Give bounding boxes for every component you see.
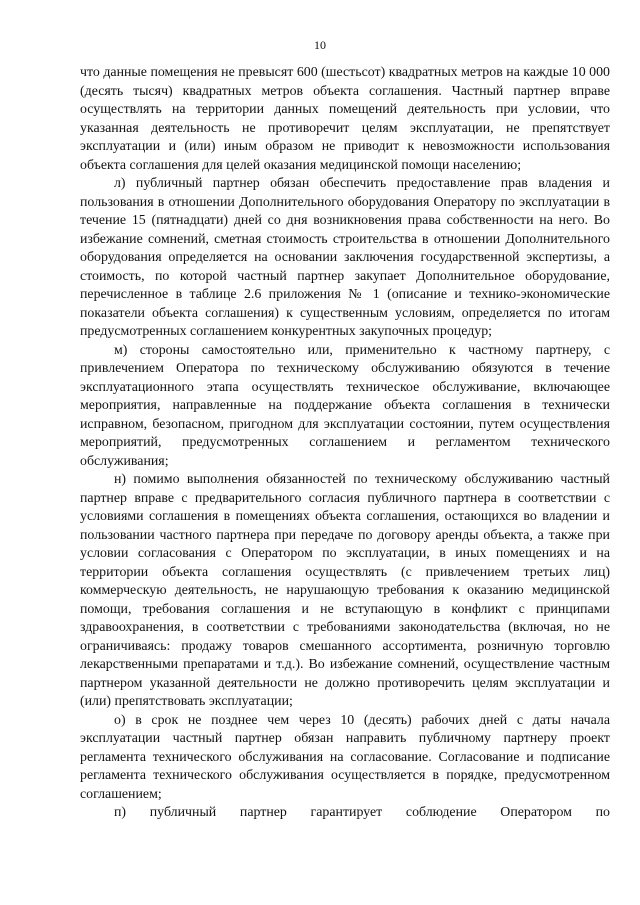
paragraph-continuation: что данные помещения не превысят 600 (шестьсот) квадратных метров на каждые 10 000 (десять тысяч) квадратных метров объекта соглашения. Частный партнер вправе осуществлять на территории данных помещений деятельность при условии, что указанная деятельность не противоречит целям эксплуатации, не препятствует эксплуатации и (или) иным образом не приводит к невозможности использования объекта соглашения для целей оказания медицинской помощи населению; [80, 65, 610, 173]
paragraph-item-n: н) помимо выполнения обязанностей по техническому обслуживанию частный партнер вправе с предварительного согласия публичного партнера в соответствии с условиями соглашения в помещениях объекта соглашения, остающихся во владении и пользовании частного партнера при передаче по договору аренды объекта, а также при условии согласования с Оператором по эксплуатации, в иных помещениях и на территории объекта соглашения осуществлять (с привлечением третьих лиц) коммерческую деятельность, не нарушающую требования к оказанию медицинской помощи, требования соглашения и не вступающую в конфликт с принципами здравоохранения, в соответствии с требованиями законодательства (включая, но не ограничиваясь: продажу товаров смешанного ассортимента, розничную торговлю лекарственными препаратами и т.д.). Во избежание сомнений, осуществление частным партнером указанной деятельности не должно противоречить целям эксплуатации и (или) препятствовать эксплуатации; [80, 472, 610, 709]
document-body [80, 64, 610, 823]
page-number: 10 [314, 38, 326, 52]
paragraph-item-p: п) публичный партнер гарантирует соблюдение Оператором по [114, 805, 610, 820]
paragraph-item-l: л) публичный партнер обязан обеспечить предоставление прав владения и пользования в отношении Дополнительного оборудования Оператору по эксплуатации в течение 15 (пятнадцати) дней со дня возникновения права собственности на него. Во избежание сомнений, сметная стоимость строительства в отношении Дополнительного оборудования определяется на основании заключения государственной экспертизы, а стоимость, по которой частный партнер закупает Дополнительное оборудование, перечисленное в таблице 2.6 приложения № 1 (описание и технико-экономические показатели объекта соглашения) к существенным условиям, определяется по итогам предусмотренных соглашением конкурентных закупочных процедур; [80, 176, 610, 339]
paragraph-item-o: о) в срок не позднее чем через 10 (десять) рабочих дней с даты начала эксплуатации частный партнер обязан направить публичному партнеру проект регламента технического обслуживания на согласование. Согласование и подписание регламента технического обслуживания осуществляется в порядке, предусмотренном соглашением; [80, 712, 610, 802]
paragraph-item-m: м) стороны самостоятельно или, применительно к частному партнеру, с привлечением Оператора по техническому обслуживанию обязуются в течение эксплуатационного этапа осуществлять техническое обслуживание, включающее мероприятия, направленные на поддержание объекта соглашения в технически исправном, безопасном, пригодном для эксплуатации состоянии, путем осуществления мероприятий, предусмотренных соглашением и регламентом технического обслуживания; [80, 342, 610, 469]
